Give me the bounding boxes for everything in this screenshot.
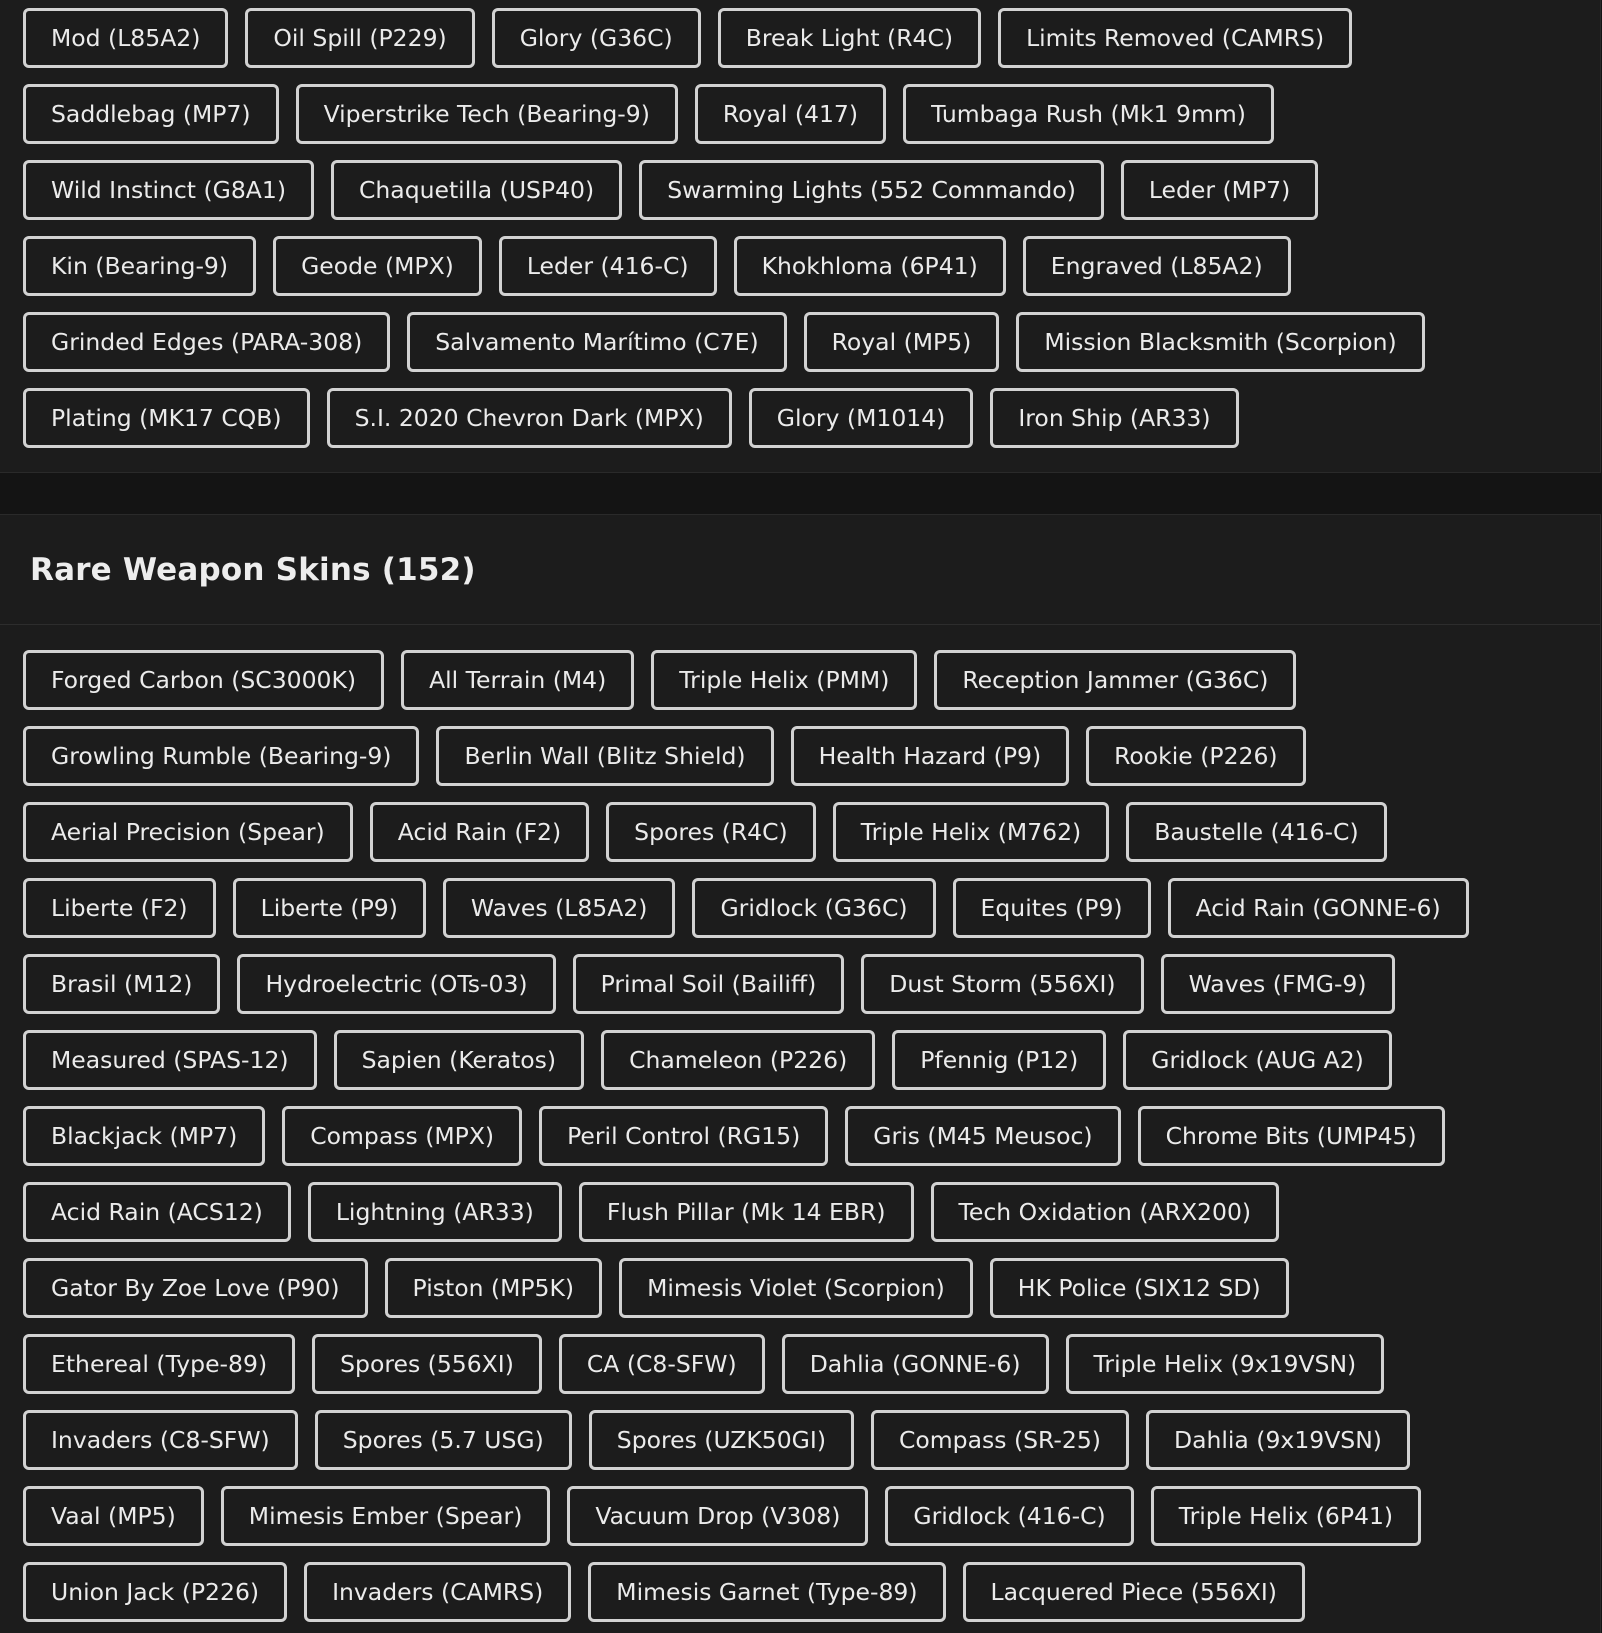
skin-tag[interactable]: Flush Pillar (Mk 14 EBR)	[579, 1182, 914, 1242]
skin-tag[interactable]: Plating (MK17 CQB)	[23, 388, 310, 448]
skin-tag[interactable]: Aerial Precision (Spear)	[23, 802, 353, 862]
skin-tag[interactable]: Brasil (M12)	[23, 954, 220, 1014]
tag-row	[23, 1258, 1600, 1318]
skin-tag[interactable]: Hydroelectric (OTs-03)	[237, 954, 555, 1014]
tag-row	[23, 8, 1600, 68]
skin-tag[interactable]: Berlin Wall (Blitz Shield)	[436, 726, 773, 786]
skin-tag[interactable]: Spores (5.7 USG)	[315, 1410, 572, 1470]
skin-tag-list	[0, 0, 1600, 448]
skin-tag[interactable]: Khokhloma (6P41)	[734, 236, 1006, 296]
tag-row	[23, 84, 1600, 144]
skin-tag[interactable]: Union Jack (P226)	[23, 1562, 287, 1622]
skin-tag[interactable]: Gridlock (G36C)	[692, 878, 935, 938]
skin-tag[interactable]: Tech Oxidation (ARX200)	[931, 1182, 1280, 1242]
skin-tag[interactable]: Dahlia (9x19VSN)	[1146, 1410, 1410, 1470]
tag-row	[23, 1106, 1600, 1166]
skin-tag[interactable]: Salvamento Marítimo (C7E)	[407, 312, 786, 372]
tag-row	[23, 1030, 1600, 1090]
skin-tag[interactable]: Wild Instinct (G8A1)	[23, 160, 314, 220]
skin-tag[interactable]: Mimesis Ember (Spear)	[221, 1486, 551, 1546]
skin-tag[interactable]: Waves (L85A2)	[443, 878, 676, 938]
skin-tag[interactable]: Mimesis Violet (Scorpion)	[619, 1258, 973, 1318]
skin-tag[interactable]: Rookie (P226)	[1086, 726, 1305, 786]
skin-tag[interactable]: Viperstrike Tech (Bearing-9)	[296, 84, 678, 144]
skin-tag[interactable]: Chrome Bits (UMP45)	[1138, 1106, 1445, 1166]
skin-tag[interactable]: Health Hazard (P9)	[791, 726, 1070, 786]
tag-row	[23, 1410, 1600, 1470]
skin-tag[interactable]: HK Police (SIX12 SD)	[990, 1258, 1289, 1318]
section-header	[0, 515, 1600, 625]
skin-tag[interactable]: Reception Jammer (G36C)	[934, 650, 1296, 710]
skin-tag[interactable]: All Terrain (M4)	[401, 650, 634, 710]
tag-row	[23, 726, 1600, 786]
skin-tag[interactable]: Vacuum Drop (V308)	[567, 1486, 868, 1546]
skin-tag[interactable]: Limits Removed (CAMRS)	[998, 8, 1352, 68]
skin-tag[interactable]: Invaders (CAMRS)	[304, 1562, 571, 1622]
skin-tag[interactable]: Vaal (MP5)	[23, 1486, 204, 1546]
skin-tag[interactable]: Acid Rain (ACS12)	[23, 1182, 291, 1242]
tag-row	[23, 160, 1600, 220]
tag-row	[23, 1182, 1600, 1242]
skin-tag[interactable]: Triple Helix (PMM)	[651, 650, 917, 710]
tag-row	[23, 802, 1600, 862]
skin-tag[interactable]: Forged Carbon (SC3000K)	[23, 650, 384, 710]
section-title: Rare Weapon Skins (152)	[30, 551, 476, 588]
skin-tag[interactable]: Triple Helix (M762)	[833, 802, 1110, 862]
tag-row	[23, 1334, 1600, 1394]
skin-tag[interactable]: Dahlia (GONNE-6)	[782, 1334, 1049, 1394]
skin-tag[interactable]: Sapien (Keratos)	[334, 1030, 585, 1090]
rare-skins-panel	[0, 514, 1601, 1633]
skin-tag[interactable]: Swarming Lights (552 Commando)	[639, 160, 1104, 220]
tag-row	[23, 1562, 1600, 1622]
tag-row	[23, 236, 1600, 296]
skin-tag[interactable]: Baustelle (416-C)	[1126, 802, 1386, 862]
skin-tag-list	[0, 625, 1600, 1622]
skin-tag[interactable]: Peril Control (RG15)	[539, 1106, 828, 1166]
skin-tag[interactable]: Gridlock (416-C)	[885, 1486, 1133, 1546]
skin-tag[interactable]: Compass (SR-25)	[871, 1410, 1129, 1470]
skin-tag[interactable]: S.I. 2020 Chevron Dark (MPX)	[327, 388, 732, 448]
skin-tag[interactable]: Mission Blacksmith (Scorpion)	[1016, 312, 1424, 372]
skin-tag[interactable]: Royal (417)	[695, 84, 886, 144]
skin-tag[interactable]: Compass (MPX)	[282, 1106, 522, 1166]
skin-tag[interactable]: Gridlock (AUG A2)	[1123, 1030, 1392, 1090]
skin-tag[interactable]: Mod (L85A2)	[23, 8, 228, 68]
skin-tag[interactable]: Pfennig (P12)	[892, 1030, 1106, 1090]
skin-tag[interactable]: Spores (UZK50GI)	[589, 1410, 854, 1470]
tag-row	[23, 388, 1600, 448]
skin-tag[interactable]: Leder (MP7)	[1121, 160, 1318, 220]
skin-tag[interactable]: Spores (556XI)	[312, 1334, 542, 1394]
common-skins-panel	[0, 0, 1601, 473]
skin-tag[interactable]: Blackjack (MP7)	[23, 1106, 265, 1166]
skin-tag[interactable]: Engraved (L85A2)	[1023, 236, 1291, 296]
skin-tag[interactable]: Dust Storm (556XI)	[861, 954, 1143, 1014]
skin-tag[interactable]: Triple Helix (6P41)	[1151, 1486, 1421, 1546]
skin-tag[interactable]: Gator By Zoe Love (P90)	[23, 1258, 368, 1318]
skin-tag[interactable]: Geode (MPX)	[273, 236, 482, 296]
skin-tag[interactable]: Gris (M45 Meusoc)	[845, 1106, 1120, 1166]
tag-row	[23, 312, 1600, 372]
skin-tag[interactable]: Spores (R4C)	[606, 802, 816, 862]
skin-tag[interactable]: Invaders (C8-SFW)	[23, 1410, 298, 1470]
skin-tag[interactable]: Piston (MP5K)	[385, 1258, 603, 1318]
skin-tag[interactable]: Growling Rumble (Bearing-9)	[23, 726, 419, 786]
skin-tag[interactable]: Liberte (P9)	[233, 878, 426, 938]
tag-row	[23, 954, 1600, 1014]
skin-tag[interactable]: Mimesis Garnet (Type-89)	[588, 1562, 945, 1622]
skin-tag[interactable]: Waves (FMG-9)	[1161, 954, 1395, 1014]
skin-tag[interactable]: Equites (P9)	[953, 878, 1151, 938]
skin-tag[interactable]: Ethereal (Type-89)	[23, 1334, 295, 1394]
skin-tag[interactable]: Royal (MP5)	[804, 312, 1000, 372]
skin-tag[interactable]: Primal Soil (Bailiff)	[573, 954, 845, 1014]
skin-tag[interactable]: Glory (G36C)	[492, 8, 701, 68]
skin-tag[interactable]: Break Light (R4C)	[718, 8, 981, 68]
skin-tag[interactable]: Glory (M1014)	[749, 388, 974, 448]
skin-tag[interactable]: Saddlebag (MP7)	[23, 84, 279, 144]
skin-tag[interactable]: Measured (SPAS-12)	[23, 1030, 317, 1090]
skin-tag[interactable]: Grinded Edges (PARA-308)	[23, 312, 390, 372]
skin-tag[interactable]: Iron Ship (AR33)	[990, 388, 1238, 448]
skin-tag[interactable]: Triple Helix (9x19VSN)	[1066, 1334, 1385, 1394]
skin-tag[interactable]: Acid Rain (GONNE-6)	[1168, 878, 1469, 938]
skin-tag[interactable]: Acid Rain (F2)	[370, 802, 589, 862]
skin-tag[interactable]: CA (C8-SFW)	[559, 1334, 765, 1394]
skin-tag[interactable]: Liberte (F2)	[23, 878, 216, 938]
tag-row	[23, 878, 1600, 938]
skin-tag[interactable]: Kin (Bearing-9)	[23, 236, 256, 296]
skin-tag[interactable]: Chaquetilla (USP40)	[331, 160, 622, 220]
skin-tag[interactable]: Tumbaga Rush (Mk1 9mm)	[903, 84, 1274, 144]
skin-tag[interactable]: Leder (416-C)	[499, 236, 717, 296]
tag-row	[23, 650, 1600, 710]
skin-tag[interactable]: Oil Spill (P229)	[245, 8, 474, 68]
skin-tag[interactable]: Lightning (AR33)	[308, 1182, 562, 1242]
skin-tag[interactable]: Chameleon (P226)	[601, 1030, 875, 1090]
tag-row	[23, 1486, 1600, 1546]
skin-tag[interactable]: Lacquered Piece (556XI)	[963, 1562, 1305, 1622]
